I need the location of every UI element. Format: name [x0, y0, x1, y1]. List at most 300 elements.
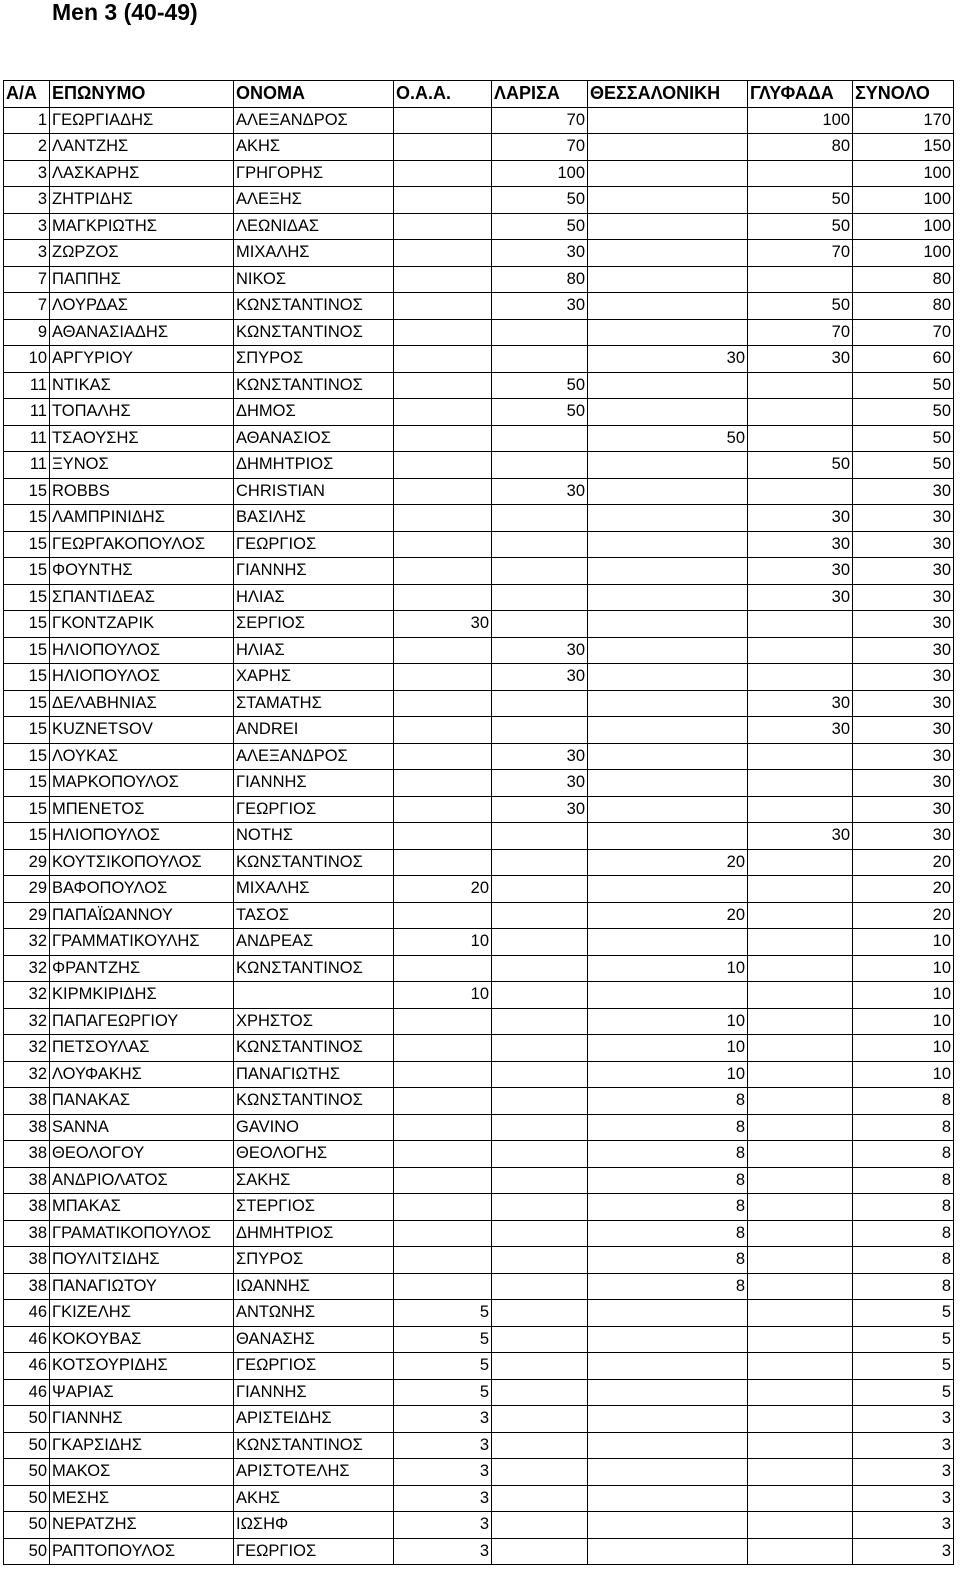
- rank-cell: 38: [4, 1220, 50, 1247]
- oaa-cell: [394, 372, 492, 399]
- thessaloniki-cell: [588, 690, 748, 717]
- thessaloniki-cell: [588, 929, 748, 956]
- total-cell: 30: [853, 611, 954, 638]
- table-row: [4, 637, 954, 664]
- glyfada-cell: [748, 1220, 853, 1247]
- surname-cell: ΠΕΤΣΟΥΛΑΣ: [50, 1035, 234, 1062]
- oaa-cell: 5: [394, 1353, 492, 1380]
- surname-cell: ΓΕΩΡΓΑΚΟΠΟΥΛΟΣ: [50, 531, 234, 558]
- rank-cell: 15: [4, 611, 50, 638]
- surname-cell: ΠΑΠΑΪΩΑΝΝΟΥ: [50, 902, 234, 929]
- surname-cell: ΜΕΣΗΣ: [50, 1485, 234, 1512]
- rank-cell: 15: [4, 505, 50, 532]
- oaa-cell: [394, 213, 492, 240]
- table-row: [4, 213, 954, 240]
- header-surname: ΕΠΩΝΥΜΟ: [50, 81, 234, 108]
- rank-cell: 2: [4, 134, 50, 161]
- rank-cell: 50: [4, 1512, 50, 1539]
- table-row: [4, 1088, 954, 1115]
- total-cell: 100: [853, 213, 954, 240]
- total-cell: 5: [853, 1300, 954, 1327]
- rank-cell: 32: [4, 929, 50, 956]
- oaa-cell: [394, 1220, 492, 1247]
- name-cell: ΛΕΩΝΙΔΑΣ: [234, 213, 394, 240]
- larisa-cell: [492, 346, 588, 373]
- name-cell: ΚΩΝΣΤΑΝΤΙΝΟΣ: [234, 955, 394, 982]
- table-row: [4, 1406, 954, 1433]
- glyfada-cell: [748, 1379, 853, 1406]
- glyfada-cell: [748, 1167, 853, 1194]
- larisa-cell: [492, 929, 588, 956]
- glyfada-cell: [748, 1273, 853, 1300]
- name-cell: CHRISTIAN: [234, 478, 394, 505]
- table-row: [4, 1538, 954, 1565]
- surname-cell: ΛΟΥΡΔΑΣ: [50, 293, 234, 320]
- rank-cell: 11: [4, 425, 50, 452]
- thessaloniki-cell: [588, 664, 748, 691]
- rank-cell: 46: [4, 1379, 50, 1406]
- table-row: [4, 1273, 954, 1300]
- glyfada-cell: 30: [748, 346, 853, 373]
- table-row: [4, 1167, 954, 1194]
- header-total: ΣΥΝΟΛΟ: [853, 81, 954, 108]
- glyfada-cell: 50: [748, 187, 853, 214]
- total-cell: 150: [853, 134, 954, 161]
- larisa-cell: 50: [492, 399, 588, 426]
- larisa-cell: [492, 425, 588, 452]
- larisa-cell: [492, 558, 588, 585]
- oaa-cell: [394, 187, 492, 214]
- rank-cell: 15: [4, 770, 50, 797]
- larisa-cell: [492, 1194, 588, 1221]
- thessaloniki-cell: [588, 717, 748, 744]
- thessaloniki-cell: [588, 1432, 748, 1459]
- table-row: [4, 134, 954, 161]
- table-row: [4, 1326, 954, 1353]
- total-cell: 50: [853, 452, 954, 479]
- surname-cell: ΠΑΝΑΚΑΣ: [50, 1088, 234, 1115]
- table-row: [4, 372, 954, 399]
- glyfada-cell: [748, 770, 853, 797]
- rank-cell: 15: [4, 637, 50, 664]
- rank-cell: 38: [4, 1088, 50, 1115]
- table-row: [4, 611, 954, 638]
- rank-cell: 50: [4, 1432, 50, 1459]
- rank-cell: 3: [4, 240, 50, 267]
- name-cell: ΑΡΙΣΤΕΙΔΗΣ: [234, 1406, 394, 1433]
- larisa-cell: [492, 1114, 588, 1141]
- glyfada-cell: [748, 1008, 853, 1035]
- larisa-cell: 50: [492, 187, 588, 214]
- table-row: [4, 187, 954, 214]
- rank-cell: 1: [4, 107, 50, 134]
- oaa-cell: 10: [394, 982, 492, 1009]
- surname-cell: ΝΤΙΚΑΣ: [50, 372, 234, 399]
- oaa-cell: 5: [394, 1326, 492, 1353]
- table-row: [4, 1114, 954, 1141]
- larisa-cell: [492, 849, 588, 876]
- larisa-cell: [492, 1459, 588, 1486]
- header-glyfada: ΓΛΥΦΑΔΑ: [748, 81, 853, 108]
- glyfada-cell: [748, 1485, 853, 1512]
- oaa-cell: [394, 558, 492, 585]
- total-cell: 30: [853, 690, 954, 717]
- larisa-cell: 80: [492, 266, 588, 293]
- rank-cell: 32: [4, 1035, 50, 1062]
- glyfada-cell: 30: [748, 584, 853, 611]
- thessaloniki-cell: 8: [588, 1141, 748, 1168]
- larisa-cell: 100: [492, 160, 588, 187]
- oaa-cell: [394, 1194, 492, 1221]
- surname-cell: ΓΚΟΝΤΖΑΡΙΚ: [50, 611, 234, 638]
- total-cell: 170: [853, 107, 954, 134]
- total-cell: 30: [853, 584, 954, 611]
- oaa-cell: [394, 796, 492, 823]
- table-body: [4, 107, 954, 1565]
- table-row: [4, 399, 954, 426]
- header-thessaloniki: ΘΕΣΣΑΛΟΝΙΚΗ: [588, 81, 748, 108]
- surname-cell: ΗΛΙΟΠΟΥΛΟΣ: [50, 664, 234, 691]
- glyfada-cell: 50: [748, 452, 853, 479]
- name-cell: GAVINO: [234, 1114, 394, 1141]
- oaa-cell: 30: [394, 611, 492, 638]
- name-cell: ΓΙΑΝΝΗΣ: [234, 1379, 394, 1406]
- glyfada-cell: 50: [748, 213, 853, 240]
- larisa-cell: 30: [492, 637, 588, 664]
- rank-cell: 7: [4, 293, 50, 320]
- name-cell: ΔΗΜΗΤΡΙΟΣ: [234, 1220, 394, 1247]
- name-cell: ΣΑΚΗΣ: [234, 1167, 394, 1194]
- oaa-cell: [394, 505, 492, 532]
- oaa-cell: 3: [394, 1538, 492, 1565]
- glyfada-cell: 70: [748, 240, 853, 267]
- larisa-cell: [492, 1167, 588, 1194]
- larisa-cell: [492, 1035, 588, 1062]
- rank-cell: 38: [4, 1273, 50, 1300]
- table-row: [4, 346, 954, 373]
- rank-cell: 15: [4, 531, 50, 558]
- table-row: [4, 823, 954, 850]
- total-cell: 20: [853, 902, 954, 929]
- rank-cell: 15: [4, 743, 50, 770]
- oaa-cell: [394, 1061, 492, 1088]
- name-cell: ΑΝΤΩΝΗΣ: [234, 1300, 394, 1327]
- rank-cell: 15: [4, 558, 50, 585]
- glyfada-cell: 30: [748, 558, 853, 585]
- surname-cell: ΚΙΡΜΚΙΡΙΔΗΣ: [50, 982, 234, 1009]
- thessaloniki-cell: [588, 452, 748, 479]
- name-cell: ΚΩΝΣΤΑΝΤΙΝΟΣ: [234, 1035, 394, 1062]
- name-cell: ΔΗΜΗΤΡΙΟΣ: [234, 452, 394, 479]
- thessaloniki-cell: [588, 823, 748, 850]
- oaa-cell: 10: [394, 929, 492, 956]
- thessaloniki-cell: [588, 134, 748, 161]
- larisa-cell: [492, 1088, 588, 1115]
- rank-cell: 32: [4, 1061, 50, 1088]
- glyfada-cell: [748, 1538, 853, 1565]
- oaa-cell: [394, 319, 492, 346]
- rank-cell: 9: [4, 319, 50, 346]
- total-cell: 3: [853, 1406, 954, 1433]
- larisa-cell: [492, 1406, 588, 1433]
- glyfada-cell: [748, 1406, 853, 1433]
- table-row: [4, 690, 954, 717]
- surname-cell: ΠΑΝΑΓΙΩΤΟΥ: [50, 1273, 234, 1300]
- thessaloniki-cell: [588, 1326, 748, 1353]
- larisa-cell: [492, 876, 588, 903]
- glyfada-cell: [748, 425, 853, 452]
- surname-cell: ΛΑΝΤΖΗΣ: [50, 134, 234, 161]
- thessaloniki-cell: [588, 770, 748, 797]
- thessaloniki-cell: [588, 266, 748, 293]
- rank-cell: 50: [4, 1485, 50, 1512]
- surname-cell: ΠΑΠΠΗΣ: [50, 266, 234, 293]
- oaa-cell: [394, 823, 492, 850]
- thessaloniki-cell: 20: [588, 902, 748, 929]
- name-cell: ΠΑΝΑΓΙΩΤΗΣ: [234, 1061, 394, 1088]
- larisa-cell: [492, 690, 588, 717]
- table-row: [4, 796, 954, 823]
- total-cell: 80: [853, 293, 954, 320]
- total-cell: 50: [853, 372, 954, 399]
- rank-cell: 10: [4, 346, 50, 373]
- table-row: [4, 1512, 954, 1539]
- table-row: [4, 160, 954, 187]
- name-cell: ΣΠΥΡΟΣ: [234, 1247, 394, 1274]
- header-oaa: Ο.Α.Α.: [394, 81, 492, 108]
- table-row: [4, 319, 954, 346]
- total-cell: 3: [853, 1432, 954, 1459]
- total-cell: 10: [853, 1008, 954, 1035]
- table-row: [4, 240, 954, 267]
- oaa-cell: [394, 425, 492, 452]
- total-cell: 60: [853, 346, 954, 373]
- name-cell: ΓΕΩΡΓΙΟΣ: [234, 1538, 394, 1565]
- surname-cell: ΡΑΠΤΟΠΟΥΛΟΣ: [50, 1538, 234, 1565]
- oaa-cell: 5: [394, 1300, 492, 1327]
- name-cell: ΒΑΣΙΛΗΣ: [234, 505, 394, 532]
- table-row: [4, 1432, 954, 1459]
- rank-cell: 50: [4, 1459, 50, 1486]
- oaa-cell: [394, 293, 492, 320]
- table-row: [4, 1035, 954, 1062]
- larisa-cell: [492, 1512, 588, 1539]
- glyfada-cell: 30: [748, 690, 853, 717]
- rank-cell: 15: [4, 584, 50, 611]
- rank-cell: 32: [4, 955, 50, 982]
- thessaloniki-cell: [588, 531, 748, 558]
- glyfada-cell: 80: [748, 134, 853, 161]
- oaa-cell: 5: [394, 1379, 492, 1406]
- rank-cell: 3: [4, 187, 50, 214]
- oaa-cell: [394, 160, 492, 187]
- larisa-cell: [492, 1008, 588, 1035]
- larisa-cell: [492, 955, 588, 982]
- header-row: [4, 81, 954, 108]
- glyfada-cell: 30: [748, 823, 853, 850]
- results-table: [3, 80, 954, 1565]
- table-row: [4, 266, 954, 293]
- name-cell: ΑΡΙΣΤΟΤΕΛΗΣ: [234, 1459, 394, 1486]
- name-cell: ΚΩΝΣΤΑΝΤΙΝΟΣ: [234, 849, 394, 876]
- surname-cell: ΚΟΤΣΟΥΡΙΔΗΣ: [50, 1353, 234, 1380]
- oaa-cell: [394, 452, 492, 479]
- name-cell: ΚΩΝΣΤΑΝΤΙΝΟΣ: [234, 1432, 394, 1459]
- oaa-cell: 20: [394, 876, 492, 903]
- table-row: [4, 717, 954, 744]
- surname-cell: ΛΟΥΦΑΚΗΣ: [50, 1061, 234, 1088]
- surname-cell: ΑΝΔΡΙΟΛΑΤΟΣ: [50, 1167, 234, 1194]
- glyfada-cell: [748, 1114, 853, 1141]
- oaa-cell: [394, 690, 492, 717]
- thessaloniki-cell: [588, 982, 748, 1009]
- total-cell: 80: [853, 266, 954, 293]
- thessaloniki-cell: [588, 293, 748, 320]
- surname-cell: ΨΑΡΙΑΣ: [50, 1379, 234, 1406]
- total-cell: 5: [853, 1379, 954, 1406]
- total-cell: 3: [853, 1459, 954, 1486]
- oaa-cell: [394, 399, 492, 426]
- glyfada-cell: [748, 982, 853, 1009]
- total-cell: 30: [853, 770, 954, 797]
- name-cell: ΓΡΗΓΟΡΗΣ: [234, 160, 394, 187]
- oaa-cell: [394, 584, 492, 611]
- total-cell: 3: [853, 1485, 954, 1512]
- rank-cell: 46: [4, 1300, 50, 1327]
- larisa-cell: 50: [492, 372, 588, 399]
- total-cell: 10: [853, 982, 954, 1009]
- thessaloniki-cell: 10: [588, 955, 748, 982]
- total-cell: 10: [853, 955, 954, 982]
- surname-cell: ΜΠΑΚΑΣ: [50, 1194, 234, 1221]
- larisa-cell: [492, 1220, 588, 1247]
- table-row: [4, 982, 954, 1009]
- thessaloniki-cell: 8: [588, 1194, 748, 1221]
- table-row: [4, 743, 954, 770]
- surname-cell: ΤΣΑΟΥΣΗΣ: [50, 425, 234, 452]
- total-cell: 5: [853, 1326, 954, 1353]
- thessaloniki-cell: 8: [588, 1247, 748, 1274]
- surname-cell: ΑΘΑΝΑΣΙΑΔΗΣ: [50, 319, 234, 346]
- name-cell: ΝΙΚΟΣ: [234, 266, 394, 293]
- oaa-cell: [394, 107, 492, 134]
- table-row: [4, 1459, 954, 1486]
- table-row: [4, 1379, 954, 1406]
- total-cell: 8: [853, 1220, 954, 1247]
- total-cell: 30: [853, 743, 954, 770]
- glyfada-cell: [748, 796, 853, 823]
- total-cell: 8: [853, 1167, 954, 1194]
- rank-cell: 11: [4, 372, 50, 399]
- thessaloniki-cell: 10: [588, 1061, 748, 1088]
- glyfada-cell: [748, 1326, 853, 1353]
- oaa-cell: [394, 955, 492, 982]
- surname-cell: ΜΠΕΝΕΤΟΣ: [50, 796, 234, 823]
- rank-cell: 3: [4, 160, 50, 187]
- surname-cell: ΠΟΥΛΙΤΣΙΔΗΣ: [50, 1247, 234, 1274]
- glyfada-cell: [748, 1512, 853, 1539]
- table-row: [4, 1247, 954, 1274]
- total-cell: 20: [853, 849, 954, 876]
- rank-cell: 46: [4, 1326, 50, 1353]
- name-cell: ΗΛΙΑΣ: [234, 584, 394, 611]
- table-row: [4, 452, 954, 479]
- name-cell: ΓΙΑΝΝΗΣ: [234, 558, 394, 585]
- table-row: [4, 293, 954, 320]
- table-row: [4, 664, 954, 691]
- name-cell: ΗΛΙΑΣ: [234, 637, 394, 664]
- glyfada-cell: [748, 160, 853, 187]
- total-cell: 8: [853, 1141, 954, 1168]
- larisa-cell: [492, 1141, 588, 1168]
- name-cell: ΑΘΑΝΑΣΙΟΣ: [234, 425, 394, 452]
- oaa-cell: [394, 1035, 492, 1062]
- oaa-cell: [394, 1114, 492, 1141]
- name-cell: ΑΚΗΣ: [234, 1485, 394, 1512]
- total-cell: 30: [853, 531, 954, 558]
- total-cell: 3: [853, 1538, 954, 1565]
- surname-cell: ΜΑΓΚΡΙΩΤΗΣ: [50, 213, 234, 240]
- surname-cell: ΚΟΚΟΥΒΑΣ: [50, 1326, 234, 1353]
- surname-cell: ΓΚΑΡΣΙΔΗΣ: [50, 1432, 234, 1459]
- total-cell: 30: [853, 558, 954, 585]
- surname-cell: ΓΚΙΖΕΛΗΣ: [50, 1300, 234, 1327]
- oaa-cell: 3: [394, 1485, 492, 1512]
- total-cell: 100: [853, 160, 954, 187]
- name-cell: ΔΗΜΟΣ: [234, 399, 394, 426]
- table-row: [4, 876, 954, 903]
- thessaloniki-cell: 50: [588, 425, 748, 452]
- thessaloniki-cell: [588, 187, 748, 214]
- total-cell: 30: [853, 505, 954, 532]
- header-name: ΟΝΟΜΑ: [234, 81, 394, 108]
- glyfada-cell: [748, 876, 853, 903]
- thessaloniki-cell: [588, 1300, 748, 1327]
- rank-cell: 15: [4, 690, 50, 717]
- rank-cell: 50: [4, 1406, 50, 1433]
- surname-cell: ΗΛΙΟΠΟΥΛΟΣ: [50, 637, 234, 664]
- total-cell: 100: [853, 187, 954, 214]
- glyfada-cell: [748, 1035, 853, 1062]
- surname-cell: ΛΑΣΚΑΡΗΣ: [50, 160, 234, 187]
- larisa-cell: 30: [492, 664, 588, 691]
- oaa-cell: [394, 717, 492, 744]
- larisa-cell: [492, 1432, 588, 1459]
- table-row: [4, 1194, 954, 1221]
- oaa-cell: [394, 478, 492, 505]
- larisa-cell: [492, 531, 588, 558]
- name-cell: ΓΙΑΝΝΗΣ: [234, 770, 394, 797]
- surname-cell: ΗΛΙΟΠΟΥΛΟΣ: [50, 823, 234, 850]
- table-row: [4, 505, 954, 532]
- oaa-cell: [394, 1141, 492, 1168]
- rank-cell: 15: [4, 664, 50, 691]
- larisa-cell: 70: [492, 107, 588, 134]
- rank-cell: 15: [4, 717, 50, 744]
- larisa-cell: [492, 717, 588, 744]
- glyfada-cell: [748, 1459, 853, 1486]
- oaa-cell: [394, 1167, 492, 1194]
- name-cell: ΑΛΕΞΑΝΔΡΟΣ: [234, 107, 394, 134]
- glyfada-cell: [748, 1247, 853, 1274]
- oaa-cell: [394, 902, 492, 929]
- larisa-cell: [492, 1379, 588, 1406]
- oaa-cell: 3: [394, 1406, 492, 1433]
- glyfada-cell: [748, 1088, 853, 1115]
- page-title: Men 3 (40-49): [52, 0, 198, 25]
- larisa-cell: [492, 1538, 588, 1565]
- surname-cell: ΞΥΝΟΣ: [50, 452, 234, 479]
